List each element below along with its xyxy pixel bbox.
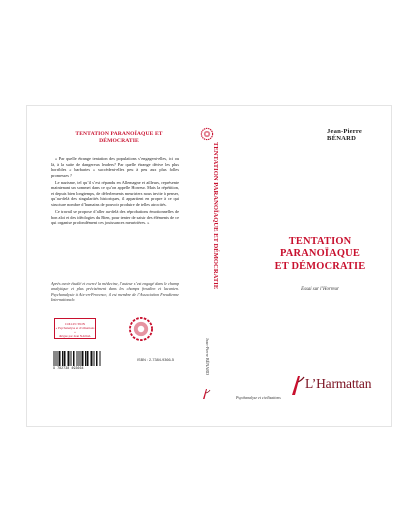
blurb-paragraph: Ce travail se propose d’aller au-delà des réprobations émotionnelles de bon aloi et des idéologies du Bien, pour tenter de saisir des éléments de ce qui organise profondément ces jouissances meurtrières. »	[51, 209, 179, 226]
collection-label: COLLECTION	[64, 322, 85, 326]
spine-author: Jean-Pierre BÉNARD	[205, 338, 210, 376]
blurb-paragraph: Le nazisme, tel qu’il s’est répandu en Allemagne et ailleurs, représente maintenant un sommet dans ce qu’on appelle Horreur. Mais la répétition, et depuis bien longtemps, de déferlements meurtriers nous invite à penser, qu’au-delà des singularités historiques, il appartient en propre à ce qui structure nombre d’humains de pouvoir produire de telles atrocités.	[51, 179, 179, 207]
back-cover-blurb	[51, 156, 179, 227]
barcode	[53, 351, 101, 366]
isbn-number: ISBN : 2-7384-9366-5	[137, 358, 174, 362]
back-cover-title: TENTATION PARANOÏAQUE ET DÉMOCRATIE	[75, 131, 163, 144]
publisher-name: L’Harmattan	[305, 376, 372, 391]
front-cover-title	[260, 236, 380, 273]
title-line: TENTATION	[288, 236, 352, 247]
author-biography: Après avoir étudié et exercé la médecine, l’auteur s’est engagé dans le champ analytique et plus précisément dans les champs freudien et lacanien. Psychanalyste à Aix-en-Provence, il est membre de l’Association Freudienne Internationale.	[51, 281, 179, 302]
harmattan-logo-icon	[201, 388, 211, 400]
collection-editor: dirigée par Jean NADAL	[58, 334, 92, 338]
harmattan-logo-icon	[289, 374, 305, 396]
blurb-paragraph: « Par quelle étrange tentation des populations s’engagent-elles, ici ou là, à la suite de dangereux leaders? Par quelle étrange dérive les plus horribles « barbaries » succèdent-elles peu à peu aux plus folles promesses ?	[51, 156, 179, 178]
ornament-roundel-icon	[127, 316, 155, 342]
book-spine	[193, 106, 219, 426]
collection-box	[54, 318, 96, 339]
title-line: ET DÉMOCRATIE	[274, 260, 366, 272]
barcode-number: 9 782738 493664	[53, 367, 84, 371]
spine-title: TENTATION PARANOÏAQUE ET DÉMOCRATIE	[212, 142, 219, 290]
front-cover-subtitle: Essai sur l’Horreur	[301, 287, 339, 292]
series-name: Psychanalyse et civilisations	[236, 396, 281, 400]
collection-name: « Psychanalyse et civilisations »	[55, 326, 95, 334]
front-cover-author: Jean-Pierre BÉNARD	[327, 128, 363, 142]
book-cover-spread	[26, 105, 392, 427]
title-line: PARANOÏAQUE	[280, 248, 360, 260]
